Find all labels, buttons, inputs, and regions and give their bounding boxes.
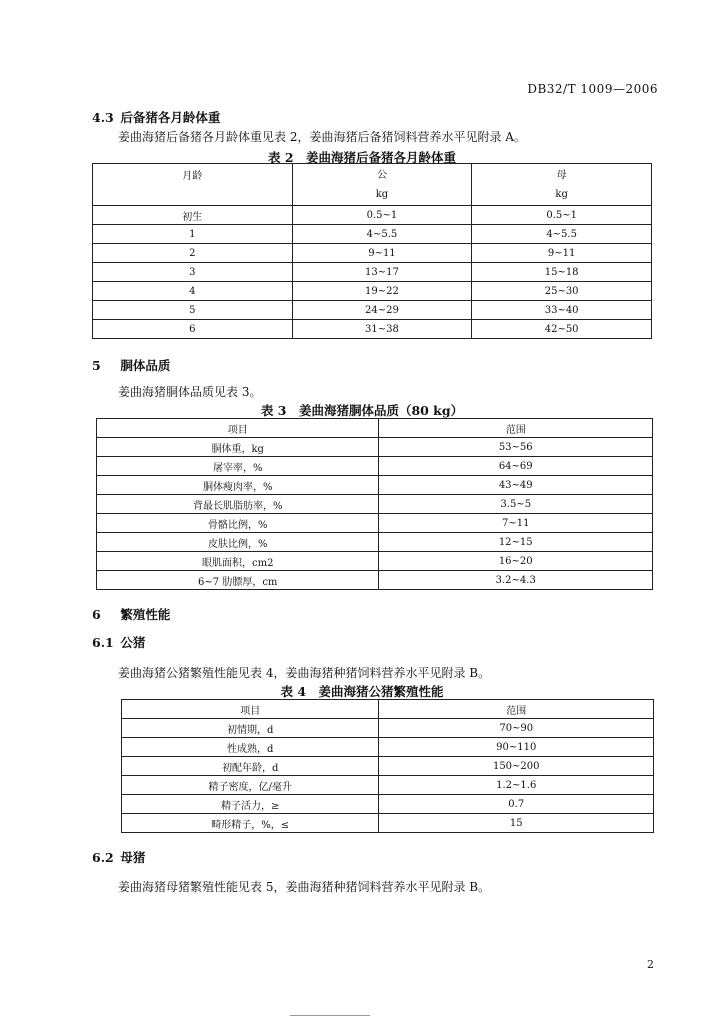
cell-range: 90~110 <box>379 738 654 757</box>
cell-item: 性成熟，d <box>122 738 379 757</box>
table-3-caption: 表 3 姜曲海猪胴体品质（80 kg） <box>260 403 464 418</box>
cell-range: 53~56 <box>379 438 653 457</box>
table-4 <box>121 699 654 833</box>
section-title: 母猪 <box>120 850 146 865</box>
paragraph-6-2: 姜曲海猪母猪繁殖性能见表 5，姜曲海猪种猪饲料营养水平见附录 B。 <box>118 880 491 894</box>
table-row <box>122 776 654 795</box>
cell-female: 0.5~1 <box>472 206 652 225</box>
cell-female: 25~30 <box>472 282 652 301</box>
table-row <box>97 571 653 590</box>
section-number: 4.3 <box>92 110 114 125</box>
cell-month: 6 <box>93 320 293 339</box>
table-row <box>122 738 654 757</box>
header-range: 范围 <box>379 419 653 438</box>
cell-male: 4~5.5 <box>292 225 472 244</box>
header-male-label: 公 <box>376 169 387 181</box>
cell-female: 9~11 <box>472 244 652 263</box>
cell-range: 7~11 <box>379 514 653 533</box>
table-2 <box>92 163 652 339</box>
table-header-row <box>97 419 653 438</box>
section-title: 胴体品质 <box>120 358 171 373</box>
cell-month: 5 <box>93 301 293 320</box>
table-row <box>93 244 652 263</box>
cell-month: 初生 <box>93 206 293 225</box>
cell-month: 3 <box>93 263 293 282</box>
cell-range: 15 <box>379 814 654 833</box>
table-row <box>97 514 653 533</box>
cell-male: 13~17 <box>292 263 472 282</box>
cell-female: 4~5.5 <box>472 225 652 244</box>
cell-range: 3.2~4.3 <box>379 571 653 590</box>
cell-item: 屠宰率，% <box>97 457 379 476</box>
cell-item: 精子活力，≥ <box>122 795 379 814</box>
table-row <box>97 438 653 457</box>
table-header-row <box>93 164 652 206</box>
cell-item: 骨骼比例，% <box>97 514 379 533</box>
table-row <box>93 206 652 225</box>
header-item: 项目 <box>97 419 379 438</box>
cell-item: 初情期，d <box>122 719 379 738</box>
cell-range: 150~200 <box>379 757 654 776</box>
table-row <box>93 301 652 320</box>
cell-item: 畸形精子，%，≤ <box>122 814 379 833</box>
cell-female: 15~18 <box>472 263 652 282</box>
section-heading-6-2 <box>92 848 145 866</box>
section-heading-6-1 <box>92 633 145 651</box>
header-female-unit: kg <box>555 188 568 200</box>
table-row <box>93 320 652 339</box>
table-row <box>122 757 654 776</box>
table-row <box>122 719 654 738</box>
cell-item: 皮肤比例，% <box>97 533 379 552</box>
section-title: 后备猪各月龄体重 <box>120 110 221 125</box>
cell-range: 1.2~1.6 <box>379 776 654 795</box>
table-row <box>93 282 652 301</box>
cell-range: 43~49 <box>379 476 653 495</box>
paragraph-6-1: 姜曲海猪公猪繁殖性能见表 4，姜曲海猪种猪饲料营养水平见附录 B。 <box>118 666 491 680</box>
table-row <box>122 795 654 814</box>
cell-male: 19~22 <box>292 282 472 301</box>
section-heading-4-3 <box>92 108 220 126</box>
section-title: 公猪 <box>120 635 146 650</box>
cell-item: 胴体瘦肉率，% <box>97 476 379 495</box>
header-item: 项目 <box>122 700 379 719</box>
paragraph-5: 姜曲海猪胴体品质见表 3。 <box>118 385 262 399</box>
cell-female: 33~40 <box>472 301 652 320</box>
table-row <box>93 263 652 282</box>
section-number: 6.2 <box>92 850 114 865</box>
standard-code: DB32/T 1009—2006 <box>527 82 658 96</box>
section-number: 5 <box>92 358 101 373</box>
cell-male: 24~29 <box>292 301 472 320</box>
cell-range: 3.5~5 <box>379 495 653 514</box>
cell-male: 0.5~1 <box>292 206 472 225</box>
cell-month: 2 <box>93 244 293 263</box>
table-row <box>97 457 653 476</box>
table-header-row <box>122 700 654 719</box>
table-row <box>122 814 654 833</box>
cell-male: 31~38 <box>292 320 472 339</box>
section-heading-5 <box>92 356 170 374</box>
table-3 <box>96 418 653 590</box>
table-row <box>97 476 653 495</box>
header-female <box>472 164 652 206</box>
cell-item: 眼肌面积，cm2 <box>97 552 379 571</box>
table-2-caption: 表 2 姜曲海猪后备猪各月龄体重 <box>267 150 457 165</box>
cell-range: 12~15 <box>379 533 653 552</box>
table-row <box>97 552 653 571</box>
cell-month: 4 <box>93 282 293 301</box>
cell-range: 0.7 <box>379 795 654 814</box>
cell-item: 精子密度，亿/毫升 <box>122 776 379 795</box>
cell-male: 9~11 <box>292 244 472 263</box>
header-male-unit: kg <box>375 188 389 200</box>
page-number: 2 <box>647 958 654 971</box>
header-male <box>292 164 472 206</box>
section-title: 繁殖性能 <box>120 607 171 622</box>
section-number: 6 <box>92 607 101 622</box>
cell-range: 64~69 <box>379 457 653 476</box>
cell-female: 42~50 <box>472 320 652 339</box>
table-row <box>97 495 653 514</box>
cell-item: 初配年龄，d <box>122 757 379 776</box>
table-row <box>97 533 653 552</box>
paragraph-4-3: 姜曲海猪后备猪各月龄体重见表 2，姜曲海猪后备猪饲料营养水平见附录 A。 <box>118 130 526 144</box>
cell-range: 16~20 <box>379 552 653 571</box>
cell-item: 6~7 肋膘厚，cm <box>97 571 379 590</box>
section-number: 6.1 <box>92 635 114 650</box>
header-female-label: 母 <box>556 169 567 181</box>
cell-item: 胴体重，kg <box>97 438 379 457</box>
cell-month: 1 <box>93 225 293 244</box>
cell-item: 背最长肌脂肪率，% <box>97 495 379 514</box>
table-4-caption: 表 4 姜曲海猪公猪繁殖性能 <box>280 684 444 699</box>
header-month: 月龄 <box>93 164 293 206</box>
cell-range: 70~90 <box>379 719 654 738</box>
header-range: 范围 <box>379 700 654 719</box>
table-row <box>93 225 652 244</box>
footer-rule <box>290 1015 370 1020</box>
section-heading-6 <box>92 605 170 623</box>
